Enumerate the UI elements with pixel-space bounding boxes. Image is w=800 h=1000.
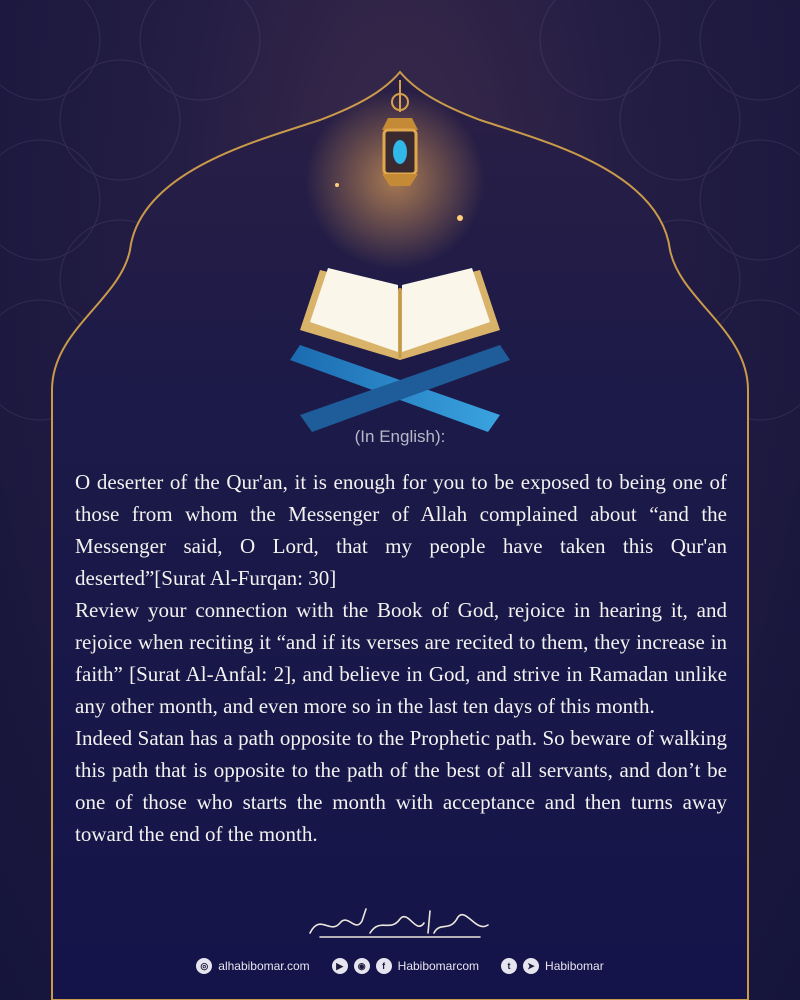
arabic-calligraphy-signature xyxy=(300,903,500,943)
facebook-icon[interactable]: f xyxy=(376,958,392,974)
paragraph-3: Indeed Satan has a path opposite to the Prophetic path. So beware of walking this path that is opposite to the path of the best of all servants, and don’t be one of those who starts the month with acceptance and then turns away toward the end of the month. xyxy=(75,726,727,846)
instagram-icon[interactable]: ◉ xyxy=(354,958,370,974)
open-quran-icon xyxy=(300,268,500,360)
language-subtitle: (In English): xyxy=(354,427,446,446)
telegram-icon[interactable]: ➤ xyxy=(523,958,539,974)
footer-links xyxy=(0,958,800,974)
globe-icon: ◎ xyxy=(196,958,212,974)
paragraph-2: Review your connection with the Book of God, rejoice in hearing it, and rejoice when reciting it “and if its verses are recited to them, they increase in faith” [Surat Al-Anfal: 2], and believe in God, and strive in Ramadan unlike any other month, and even more so in the last ten days of this month. xyxy=(75,598,727,718)
website-link[interactable]: alhabibomar.com xyxy=(218,959,310,973)
handle-habibomar[interactable]: Habibomar xyxy=(545,959,604,973)
paragraph-1: O deserter of the Qur'an, it is enough for you to be exposed to being one of those from whom the Messenger of Allah complained about “and the Messenger said, O Lord, that my people have taken this Qur'an deserted”[Surat Al-Furqan: 30] xyxy=(75,470,727,590)
handle-habibomarcom[interactable]: Habibomarcom xyxy=(397,959,480,973)
quote-body xyxy=(75,466,727,850)
lantern-moon-quran-illustration xyxy=(0,0,800,460)
twitter-icon[interactable]: t xyxy=(501,958,517,974)
youtube-icon[interactable]: ▶ xyxy=(332,958,348,974)
